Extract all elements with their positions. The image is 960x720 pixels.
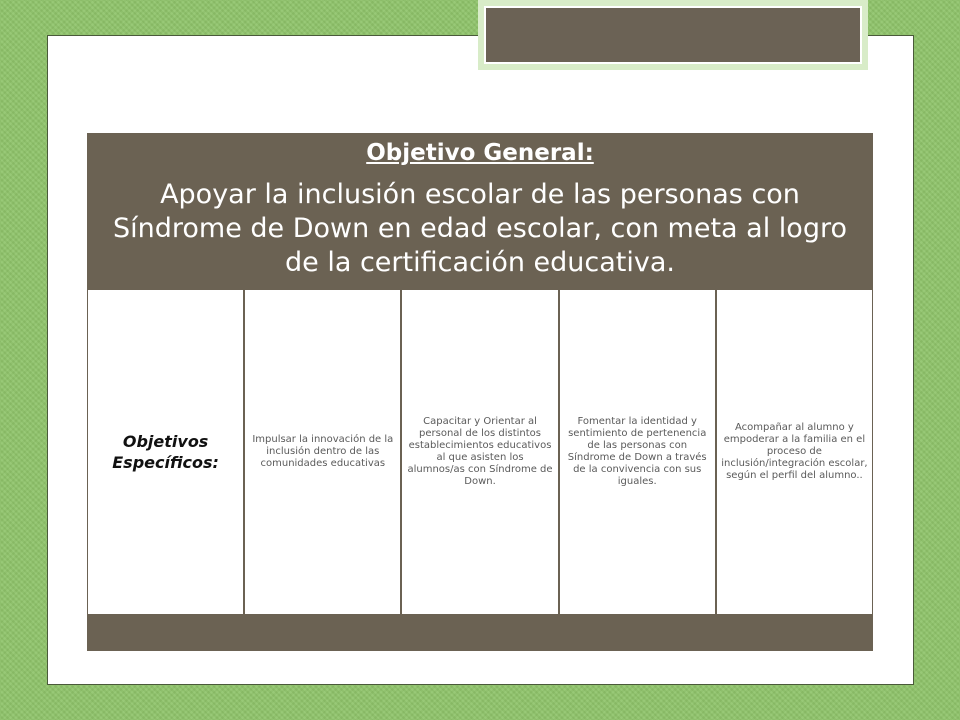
- corner-decoration: [478, 0, 868, 70]
- general-objective: [87, 133, 873, 289]
- specific-objectives-heading: Objetivos Específicos:: [87, 289, 244, 615]
- specific-objectives-row: [87, 289, 873, 615]
- corner-decoration-inner: [484, 6, 862, 64]
- specific-objective-cell: Acompañar al alumno y empoderar a la familia en el proceso de inclusión/integración escolar, según el perfil del alumno..: [716, 289, 873, 615]
- specific-objective-cell: Capacitar y Orientar al personal de los distintos establecimientos educativos al que asisten los alumnos/as con Síndrome de Down.: [401, 289, 558, 615]
- specific-objective-cell: Impulsar la innovación de la inclusión dentro de las comunidades educativas: [244, 289, 401, 615]
- specific-objective-cell: Fomentar la identidad y sentimiento de pertenencia de las personas con Síndrome de Down a través de la convivencia con sus iguales.: [559, 289, 716, 615]
- general-objective-heading: Objetivo General:: [366, 140, 594, 166]
- objectives-panel: [87, 133, 873, 651]
- general-objective-text: Apoyar la inclusión escolar de las personas con Síndrome de Down en edad escolar, con meta al logro de la certificación educativa.: [112, 179, 847, 278]
